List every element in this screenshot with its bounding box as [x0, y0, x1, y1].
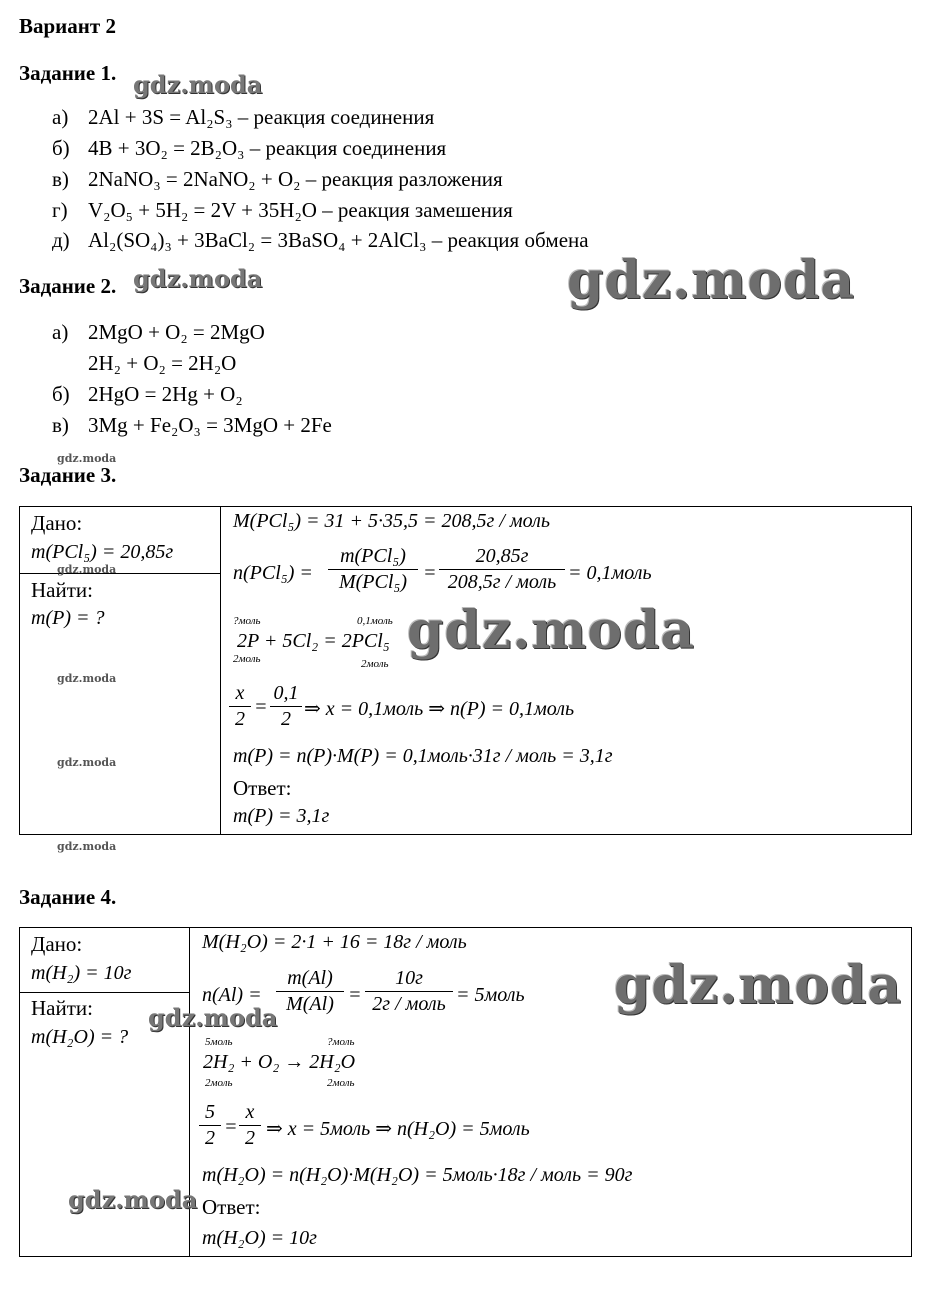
fraction-numerator: 10г	[365, 967, 453, 992]
fraction	[328, 545, 418, 594]
proportion-result: ⇒ x = 5моль ⇒ n(H₂O) = 5моль	[266, 1118, 530, 1140]
proportion-result: ⇒ x = 0,1моль ⇒ n(P) = 0,1моль	[304, 698, 575, 720]
fraction-numerator: m(PCl₅)	[328, 545, 418, 570]
equals-sign: =	[423, 562, 437, 584]
task1-heading: Задание 1.	[19, 61, 117, 85]
watermark: gdz.moda	[567, 250, 856, 311]
watermark: gdz.moda	[57, 672, 117, 685]
given-label: Дано:	[31, 511, 83, 535]
mass-calculation: m(H₂O) = n(H₂O)·M(H₂O) = 5моль·18г / моль = 90г	[202, 1164, 633, 1186]
fraction-denominator: 2	[205, 1127, 215, 1149]
moles-formula-lhs: n(Al) =	[202, 984, 262, 1006]
fraction-numerator: m(Al)	[276, 967, 344, 992]
list-item: 2Al + 3S = Al₂S₃ – реакция соединения	[88, 105, 435, 129]
list-item: 2NaNO₃ = 2NaNO₂ + O₂ – реакция разложения	[88, 167, 503, 191]
fraction	[199, 1101, 221, 1150]
watermark: gdz.moda	[148, 1003, 278, 1032]
reaction-annotation-below: 2моль	[233, 653, 261, 665]
given-label: Дано:	[31, 932, 83, 956]
list-item: 2H₂ + O₂ = 2H₂O	[88, 351, 237, 375]
list-item: V₂O₅ + 5H₂ = 2V + 35H₂O – реакция замешения	[88, 198, 513, 222]
list-item-marker: а)	[52, 320, 69, 344]
mass-calculation: m(P) = n(P)·M(P) = 0,1моль·31г / моль = 3,1г	[233, 745, 613, 767]
fraction-denominator: 208,5г / моль	[447, 571, 557, 593]
equals-sign: =	[254, 696, 268, 718]
page-title: Вариант 2	[19, 14, 116, 38]
list-item: Al₂(SO₄)₃ + 3BaCl₂ = 3BaSO₄ + 2AlCl₃ – реакция обмена	[88, 228, 589, 252]
table-divider	[19, 573, 221, 574]
watermark: gdz.moda	[57, 563, 117, 576]
reaction-equation: 2H₂ + O₂ → 2H₂O	[203, 1051, 356, 1073]
equals-sign: =	[348, 984, 362, 1006]
list-item: 2HgO = 2Hg + O₂	[88, 382, 243, 406]
answer-value: m(H₂O) = 10г	[202, 1227, 317, 1249]
list-item-marker: д)	[52, 228, 70, 252]
table-divider	[220, 506, 221, 835]
list-item: 2MgO + O₂ = 2MgO	[88, 320, 265, 344]
fraction	[229, 682, 251, 731]
given-value: m(H₂) = 10г	[31, 962, 132, 984]
fraction-numerator: 5	[199, 1101, 221, 1126]
answer-label: Ответ:	[202, 1195, 261, 1219]
fraction-numerator: x	[229, 682, 251, 707]
list-item-marker: б)	[52, 136, 70, 160]
list-item-marker: а)	[52, 105, 69, 129]
find-value: m(P) = ?	[31, 607, 105, 629]
fraction	[239, 1101, 261, 1150]
answer-label: Ответ:	[233, 776, 292, 800]
table-divider	[19, 992, 190, 993]
reaction-annotation-above: 0,1моль	[357, 615, 393, 627]
fraction-numerator: 0,1	[270, 682, 302, 707]
fraction	[439, 545, 565, 594]
watermark: gdz.moda	[57, 452, 117, 465]
fraction	[270, 682, 302, 731]
fraction	[365, 967, 453, 1016]
task3-heading: Задание 3.	[19, 463, 117, 487]
watermark: gdz.moda	[68, 1185, 198, 1214]
reaction-equation: 2P + 5Cl₂ = 2PCl₅	[237, 630, 390, 652]
answer-value: m(P) = 3,1г	[233, 805, 330, 827]
watermark: gdz.moda	[407, 600, 696, 661]
watermark: gdz.moda	[57, 756, 117, 769]
task4-heading: Задание 4.	[19, 885, 117, 909]
list-item-marker: б)	[52, 382, 70, 406]
equals-sign: =	[224, 1116, 238, 1138]
watermark: gdz.moda	[57, 840, 117, 853]
watermark: gdz.moda	[133, 70, 263, 99]
list-item: 4B + 3O₂ = 2B₂O₃ – реакция соединения	[88, 136, 447, 160]
moles-formula-lhs: n(PCl₅) =	[233, 562, 313, 584]
list-item-marker: г)	[52, 198, 68, 222]
reaction-annotation-above: ?моль	[327, 1036, 355, 1048]
watermark: gdz.moda	[133, 264, 263, 293]
fraction-denominator: 2г / моль	[372, 993, 446, 1015]
task2-heading: Задание 2.	[19, 274, 117, 298]
moles-result: = 0,1моль	[568, 562, 652, 584]
fraction-denominator: M(PCl₅)	[338, 571, 408, 593]
given-value: m(PCl₅) = 20,85г	[31, 541, 174, 563]
moles-result: = 5моль	[456, 984, 525, 1006]
fraction-numerator: x	[239, 1101, 261, 1126]
watermark: gdz.moda	[614, 955, 903, 1016]
reaction-annotation-below: 2моль	[361, 658, 389, 670]
fraction-denominator: 2	[235, 708, 245, 730]
reaction-annotation-below: 2моль	[327, 1077, 355, 1089]
find-label: Найти:	[31, 996, 93, 1020]
reaction-annotation-below: 2моль	[205, 1077, 233, 1089]
fraction	[276, 967, 344, 1016]
list-item-marker: в)	[52, 167, 69, 191]
reaction-annotation-above: 5моль	[205, 1036, 233, 1048]
find-value: m(H₂O) = ?	[31, 1026, 129, 1048]
fraction-denominator: M(Al)	[286, 993, 334, 1015]
list-item: 3Mg + Fe₂O₃ = 3MgO + 2Fe	[88, 413, 332, 437]
fraction-denominator: 2	[245, 1127, 255, 1149]
list-item-marker: в)	[52, 413, 69, 437]
fraction-numerator: 20,85г	[439, 545, 565, 570]
reaction-annotation-above: ?моль	[233, 615, 261, 627]
molar-mass-line: M(PCl₅) = 31 + 5·35,5 = 208,5г / моль	[233, 510, 550, 532]
find-label: Найти:	[31, 578, 93, 602]
molar-mass-line: M(H₂O) = 2·1 + 16 = 18г / моль	[202, 931, 467, 953]
fraction-denominator: 2	[281, 708, 291, 730]
